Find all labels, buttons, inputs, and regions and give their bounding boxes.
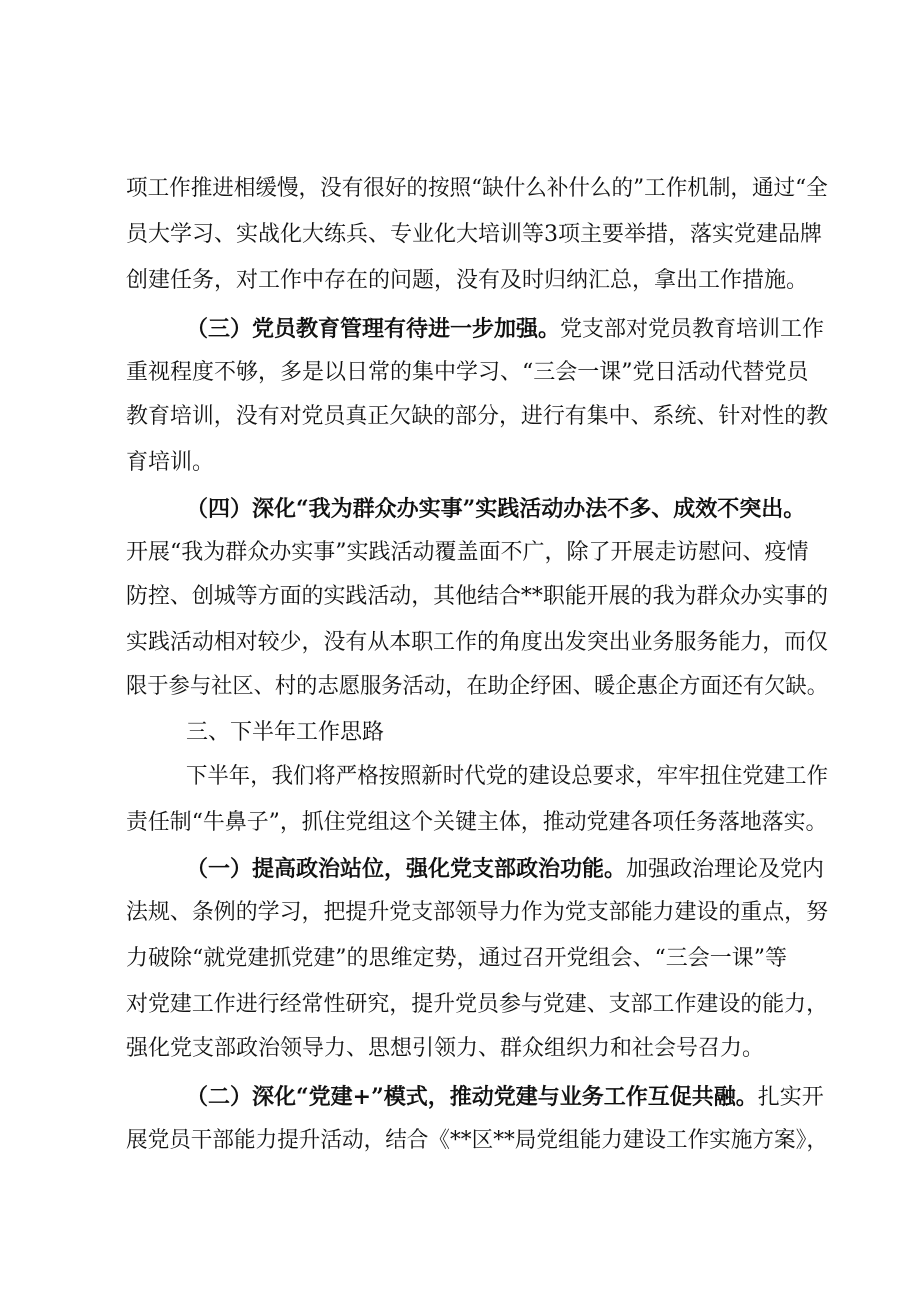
section-heading: 三、下半年工作思路 <box>186 720 385 745</box>
paragraph-line: 对党建工作进行经常性研究，提升党员参与党建、支部工作建设的能力， <box>126 992 829 1017</box>
paragraph-line: 强化党支部政治领导力、思想引领力、群众组织力和社会号召力。 <box>126 1036 765 1061</box>
paragraph-line: 员大学习、实战化大练兵、专业化大培训等3项主要举措，落实党建品牌 <box>126 222 822 247</box>
paragraph-line: 责任制“牛鼻子”，抓住党组这个关键主体，推动党建各项任务落地落实。 <box>126 810 828 835</box>
paragraph-line: 实践活动相对较少，没有从本职工作的角度出发突出业务服务能力，而仅 <box>126 630 829 655</box>
paragraph-line: 项工作推进相缓慢，没有很好的按照“缺什么补什么的”工作机制，通过“全 <box>126 176 828 201</box>
subsection-heading: （三）党员教育管理有待进一步加强。 <box>186 316 561 342</box>
paragraph-line: 教育培训，没有对党员真正欠缺的部分，进行有集中、系统、针对性的教 <box>126 404 829 429</box>
paragraph-text: 扎实开 <box>757 1085 824 1110</box>
subsection-heading: （二）深化“党建+”模式，推动党建与业务工作互促共融。 <box>186 1084 758 1110</box>
paragraph-line: 展党员干部能力提升活动，结合《**区**局党组能力建设工作实施方案》， <box>126 1128 829 1153</box>
paragraph-line: 法规、条例的学习，把提升党支部领导力作为党支部能力建设的重点，努 <box>126 900 829 925</box>
paragraph-line: 限于参与社区、村的志愿服务活动，在助企纾困、暖企惠企方面还有欠缺。 <box>126 674 828 699</box>
paragraph-text: 加强政治理论及党内 <box>626 857 825 882</box>
paragraph-line: 创建任务，对工作中存在的问题，没有及时归纳汇总，拿出工作措施。 <box>126 268 809 293</box>
paragraph-first-line <box>186 312 824 346</box>
subsection-heading: （四）深化“我为群众办实事”实践活动办法不多、成效不突出。 <box>186 496 806 522</box>
paragraph-line: 力破除“就党建抓党建”的思维定势，通过召开党组会、“三会一课”等 <box>126 946 787 971</box>
subsection-heading: （一）提高政治站位，强化党支部政治功能。 <box>186 856 627 882</box>
paragraph-line: 育培训。 <box>126 450 215 475</box>
paragraph-line: 开展“我为群众办实事”实践活动覆盖面不广，除了开展走访慰问、疫情 <box>126 540 809 565</box>
paragraph-first-line <box>186 1080 824 1114</box>
paragraph-text: 党支部对党员教育培训工作 <box>560 317 825 342</box>
paragraph-first-line: 下半年，我们将严格按照新时代党的建设总要求，牢牢扭住党建工作 <box>186 764 828 789</box>
paragraph-line: 重视程度不够，多是以日常的集中学习、“三会一课”党日活动代替党员 <box>126 360 809 385</box>
paragraph-first-line <box>186 852 824 886</box>
paragraph-line: 防控、创城等方面的实践活动，其他结合**职能开展的我为群众办实事的 <box>126 584 829 609</box>
